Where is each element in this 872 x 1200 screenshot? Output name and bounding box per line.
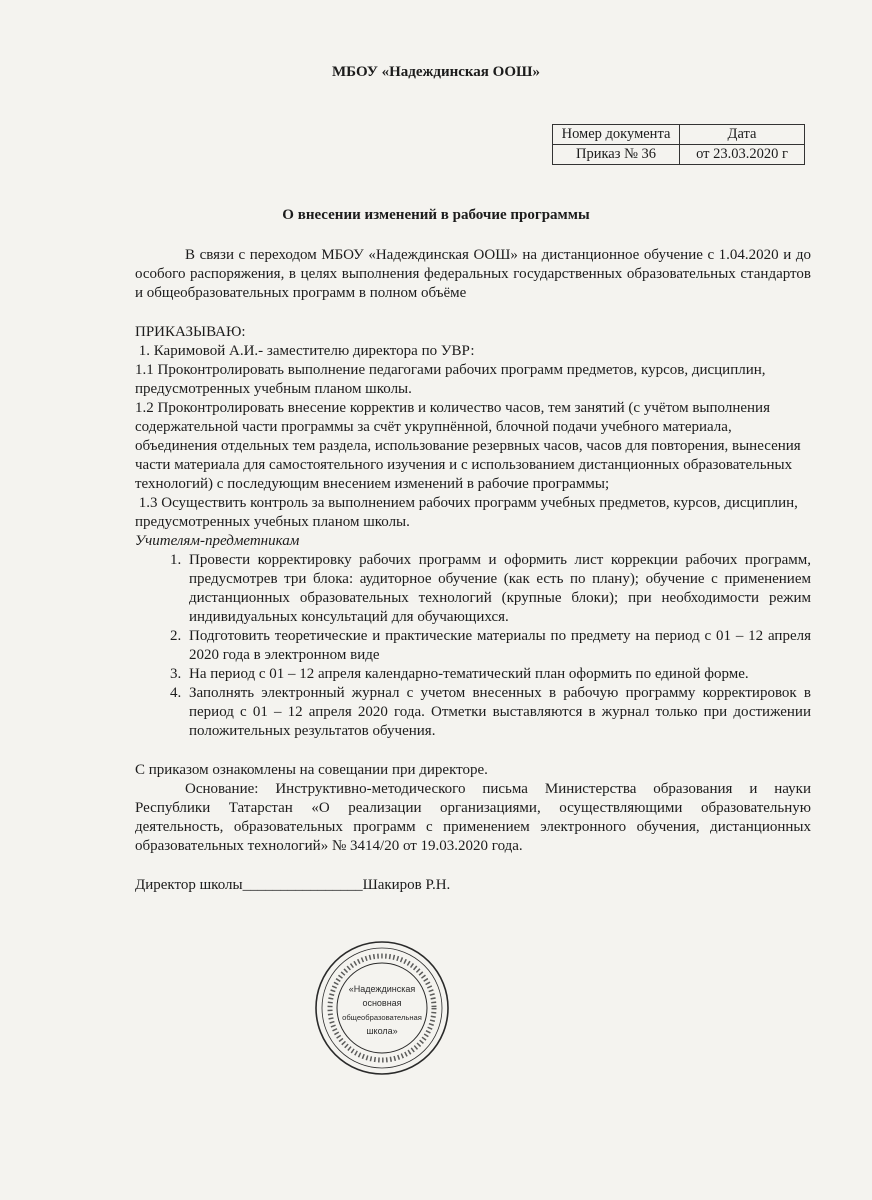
org-title: МБОУ «Надеждинская ООШ» [332,64,540,80]
item-1-2: 1.2 Проконтролировать внесение корректив и количество часов, тем занятий (с учётом выполнения содержательной части программы за счёт укрупнённой, блочной подачи учебного материала, объединения отдельных тем раздела, использование резервных часов, часов для повторения, вынесения части материала для самостоятельного изучения и с использованием дистанционных образовательных технологий) с последующим внесением изменений в рабочие программы; [135,400,801,492]
stamp-line-2: основная [362,998,402,1008]
signature-blank: ________________ [242,877,363,893]
list-item: 1. Провести корректировку рабочих программ и оформить лист коррекции рабочих программ, предусмотрев три блока: аудиторное обучение (как есть по плану); обучение с применением дистанционных образовательных технологий (крупные блоки); при необходимости режим индивидуальных консультаций для обучающихся. [185,551,811,627]
teachers-label: Учителям-предметникам [135,533,300,549]
item-1-3: 1.3 Осуществить контроль за выполнением рабочих программ учебных предметов, курсов, дисциплин, предусмотренных учебных планом школы. [135,495,802,530]
doc-date-header: Дата [680,125,805,145]
document-body [135,246,811,895]
doc-number-value: Приказ № 36 [553,145,680,165]
item-1-1: 1.1 Проконтролировать выполнение педагогами рабочих программ предметов, курсов, дисциплин, предусмотренных учебным планом школы. [135,362,766,397]
stamp-line-3: общеобразовательная [342,1013,422,1022]
doc-date-value: от 23.03.2020 г [680,145,805,165]
basis-paragraph: Основание: Инструктивно-методического письма Министерства образования и науки Республики Татарстан «О реализации организациями, осуществляющими образовательную деятельность, образовательных программ с применением электронного обучения, дистанционных образовательных технологий» № 3414/20 от 19.03.2020 года. [135,781,811,854]
list-item: 3. На период с 01 – 12 апреля календарно-тематический план оформить по единой форме. [185,665,811,684]
stamp-line-4: школа» [366,1026,398,1036]
acquainted-line: С приказом ознакомлены на совещании при директоре. [135,762,488,778]
signature-line [135,876,811,895]
document-number-table [552,124,805,165]
list-item: 2. Подготовить теоретические и практические материалы по предмету на период с 01 – 12 апреля 2020 года в электронном виде [185,627,811,665]
school-stamp [314,940,450,1076]
signature-label: Директор школы [135,877,243,893]
signature-name: Шакиров Р.Н. [362,877,451,893]
doc-number-header: Номер документа [553,125,680,145]
order-heading: О внесении изменений в рабочие программы [282,207,590,223]
order-word: ПРИКАЗЫВАЮ: [135,324,246,340]
item-1: 1. Каримовой А.И.- заместителю директора по УВР: [135,343,475,359]
list-item: 4. Заполнять электронный журнал с учетом внесенных в рабочую программу корректировок в период с 01 – 12 апреля 2020 года. Отметки выставляются в журнал только при достижении положительных результатов обучения. [185,684,811,741]
intro-paragraph: В связи с переходом МБОУ «Надеждинская ООШ» на дистанционное обучение с 1.04.2020 и до особого распоряжения, в целях выполнения федеральных государственных образовательных стандартов и общеобразовательных программ в полном объёме [135,247,811,301]
teacher-task-list [135,551,811,741]
stamp-line-1: «Надеждинская [348,984,416,994]
